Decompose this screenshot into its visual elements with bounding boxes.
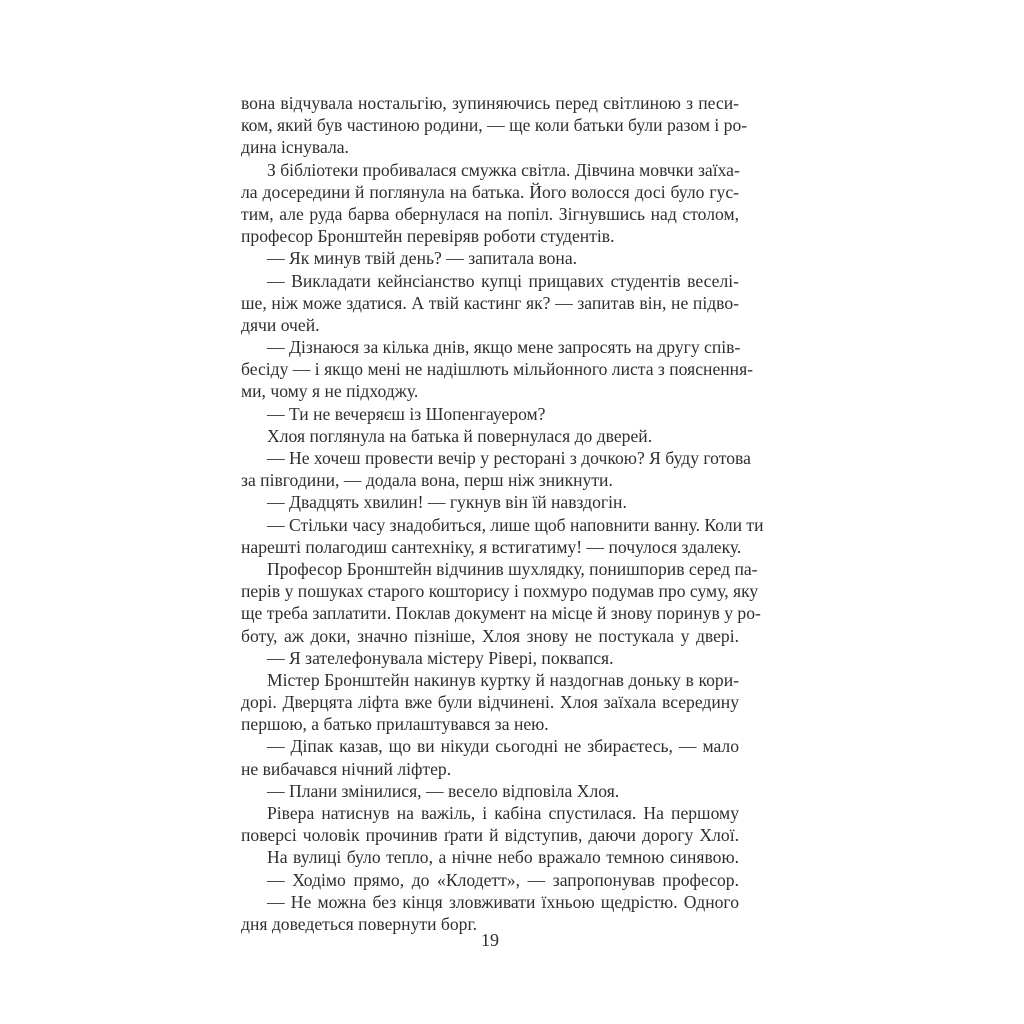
text-line: поверсі чоловік прочинив ґрати й відступив, даючи дорогу Хлої. [241, 825, 739, 846]
text-line: ми, чому я не підходжу. [241, 381, 419, 402]
text-line: ше, ніж може здатися. А твій кастинг як? — запитав він, не підво- [241, 292, 739, 313]
text-line: перів у пошуках старого кошторису і похмуро подумав про суму, яку [241, 581, 759, 602]
text-line: боту, аж доки, значно пізніше, Хлоя знову не постукала у двері. [241, 625, 739, 646]
text-line: — Плани змінилися, — весело відповіла Хлоя. [267, 780, 620, 801]
text-line: не вибачався нічний ліфтер. [241, 758, 452, 779]
text-line: ще треба заплатити. Поклав документ на місце й знову поринув у ро- [241, 603, 761, 624]
text-line: дня доведеться повернути борг. [241, 913, 478, 934]
text-line: нарешті полагодиш сантехніку, я встигатиму! — почулося здалеку. [241, 536, 742, 557]
text-line: за півгодини, — додала вона, перш ніж зникнути. [241, 470, 613, 491]
text-line: дячи очей. [241, 314, 320, 335]
text-line: — Викладати кейнсіанство купці прищавих студентів веселі- [267, 270, 739, 291]
text-line: дина існувала. [241, 137, 349, 158]
text-line: ком, який був частиною родини, — ще коли батьки були разом і ро- [241, 115, 748, 136]
text-line: З бібліотеки пробивалася смужка світла. Дівчина мовчки заїха- [267, 159, 740, 180]
text-line: Хлоя поглянула на батька й повернулася до дверей. [267, 425, 653, 446]
text-line: вона відчувала ностальгію, зупиняючись перед світлиною з песи- [241, 93, 739, 113]
text-line: — Двадцять хвилин! — гукнув він їй навздогін. [267, 492, 627, 513]
text-line: Містер Бронштейн накинув куртку й наздогнав доньку в кори- [267, 669, 739, 690]
page-body-text [241, 92, 764, 935]
text-line: На вулиці було тепло, а нічне небо вражало темною синявою. [267, 847, 739, 868]
text-line: — Стільки часу знадобиться, лише щоб наповнити ванну. Коли ти [267, 514, 764, 535]
text-line: Рівера натиснув на важіль, і кабіна спустилася. На першому [267, 803, 739, 823]
text-line: — Ходімо прямо, до «Клодетт», — запропонував професор. [267, 869, 739, 890]
text-line: — Я зателефонувала містеру Рівері, поквапся. [267, 647, 614, 668]
text-line: тим, але руда барва обернулася на попіл. Зігнувшись над столом, [241, 203, 739, 224]
text-line: дорі. Дверцята ліфта вже були відчинені. Хлоя заїхала всередину [241, 692, 739, 713]
text-line: — Не можна без кінця зловживати їхньою щедрістю. Одного [267, 891, 739, 912]
page-number: 19 [481, 930, 499, 950]
text-line: першою, а батько прилаштувався за нею. [241, 714, 549, 735]
text-line: — Не хочеш провести вечір у ресторані з дочкою? Я буду готова [267, 448, 751, 468]
text-line: Професор Бронштейн відчинив шухлядку, понишпорив серед па- [267, 558, 758, 579]
text-line: — Діпак казав, що ви нікуди сьогодні не збираєтесь, — мало [267, 736, 739, 757]
text-line: — Дізнаюся за кілька днів, якщо мене запросять на другу спів- [267, 337, 741, 358]
text-line: професор Бронштейн перевіряв роботи студентів. [241, 226, 615, 247]
text-line: — Як минув твій день? — запитала вона. [267, 248, 578, 269]
text-line: — Ти не вечеряєш із Шопенгауером? [267, 403, 546, 424]
text-line: бесіду — і якщо мені не надішлють мільйонного листа з пояснення- [241, 359, 754, 380]
text-line: ла досередини й поглянула на батька. Його волосся досі було гус- [241, 181, 739, 202]
